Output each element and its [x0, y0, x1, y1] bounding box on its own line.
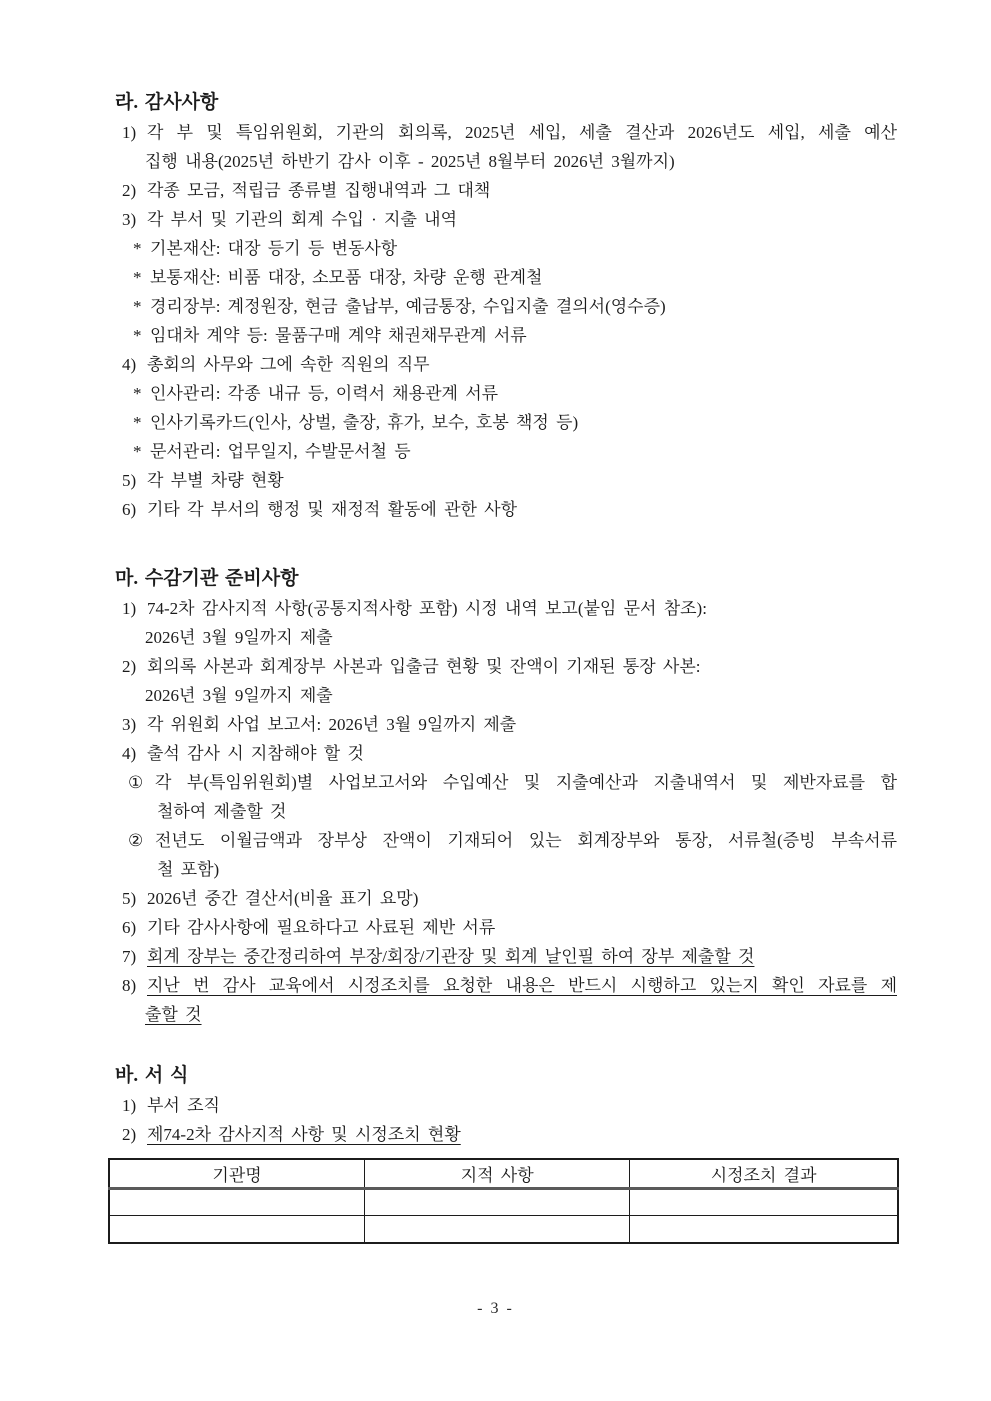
list-item — [115, 292, 897, 321]
table-cell — [109, 1216, 365, 1243]
item-text: 인사기록카드(인사, 상벌, 출장, 휴가, 보수, 호봉 책정 등) — [150, 413, 579, 432]
section-heading-ra: 라. 감사사항 — [115, 92, 219, 113]
item-text-underlined: 회계 장부는 중간정리하여 부장/회장/기관장 및 회계 날인필 하여 장부 제출할 것 — [147, 947, 755, 966]
item-text: 2026년 3월 9일까지 제출 — [145, 686, 333, 705]
page-number: - 3 - — [477, 1300, 514, 1317]
item-marker: * — [133, 413, 142, 432]
table-header-institution: 기관명 — [109, 1159, 365, 1189]
item-marker: ② — [128, 831, 144, 850]
list-item — [115, 884, 897, 913]
item-text: 각 위원회 사업 보고서: 2026년 3월 9일까지 제출 — [147, 715, 517, 734]
item-marker: * — [133, 384, 142, 403]
section-audit-items — [115, 88, 897, 524]
item-marker: 1) — [122, 599, 137, 618]
item-text: 부서 조직 — [147, 1096, 220, 1115]
item-marker: 1) — [122, 1096, 137, 1115]
list-item-continuation — [115, 797, 897, 826]
list-item-continuation — [115, 147, 897, 176]
list-item — [115, 379, 897, 408]
item-text: 기타 각 부서의 행정 및 재정적 활동에 관한 사항 — [147, 500, 518, 519]
list-item — [115, 321, 897, 350]
list-item-continuation — [115, 1000, 897, 1029]
item-marker: 5) — [122, 889, 137, 908]
item-text: 각 부서 및 기관의 회계 수입 · 지출 내역 — [147, 210, 457, 229]
list-item — [115, 710, 897, 739]
list-item — [115, 913, 897, 942]
item-text: 인사관리: 각종 내규 등, 이력서 채용관계 서류 — [150, 384, 499, 403]
list-item — [115, 234, 897, 263]
item-text: 각 부(특임위원회)별 사업보고서와 수입예산 및 지출예산과 지출내역서 및 제반자료를 합 — [155, 773, 897, 792]
table-row — [109, 1216, 898, 1243]
list-item — [115, 971, 897, 1000]
section-preparation-items — [115, 564, 897, 1029]
list-item — [115, 437, 897, 466]
section-forms — [115, 1061, 897, 1149]
item-text: 경리장부: 계정원장, 현금 출납부, 예금통장, 수입지출 결의서(영수증) — [150, 297, 666, 316]
item-text: 출석 감사 시 지참해야 할 것 — [147, 744, 364, 763]
list-item-continuation — [115, 623, 897, 652]
item-marker: 4) — [122, 355, 137, 374]
item-text-underlined: 출할 것 — [145, 1005, 202, 1024]
item-text: 총회의 사무와 그에 속한 직원의 직무 — [147, 355, 430, 374]
item-text: 전년도 이월금액과 장부상 잔액이 기재되어 있는 회계장부와 통장, 서류철(증빙 부속서류 — [155, 831, 897, 850]
table-header-issue: 지적 사항 — [365, 1159, 630, 1189]
item-marker: * — [133, 442, 142, 461]
table-header-row — [109, 1159, 898, 1189]
item-text: 기본재산: 대장 등기 등 변동사항 — [150, 239, 398, 258]
item-text: 철하여 제출할 것 — [157, 802, 287, 821]
item-text: 기타 감사사항에 필요하다고 사료된 제반 서류 — [147, 918, 496, 937]
item-marker: 3) — [122, 210, 137, 229]
item-marker: 3) — [122, 715, 137, 734]
table-row — [109, 1189, 898, 1216]
list-item — [115, 466, 897, 495]
item-marker: 5) — [122, 471, 137, 490]
item-marker: 8) — [122, 976, 137, 995]
item-marker: * — [133, 326, 142, 345]
item-text: 74-2차 감사지적 사항(공통지적사항 포함) 시정 내역 보고(붙임 문서 참조): — [147, 599, 707, 618]
item-marker: * — [133, 239, 142, 258]
table-cell — [630, 1216, 898, 1243]
item-marker: * — [133, 268, 142, 287]
table-cell — [630, 1189, 898, 1216]
list-item — [115, 826, 897, 855]
list-item-continuation — [115, 855, 897, 884]
item-marker: * — [133, 297, 142, 316]
item-marker: 7) — [122, 947, 137, 966]
list-item — [115, 118, 897, 147]
item-marker: 2) — [122, 657, 137, 676]
table-cell — [109, 1189, 365, 1216]
list-item — [115, 176, 897, 205]
item-text: 각 부별 차량 현황 — [147, 471, 284, 490]
item-text: 2026년 3월 9일까지 제출 — [145, 628, 333, 647]
table-cell — [365, 1189, 630, 1216]
item-text: 2026년 중간 결산서(비율 표기 요망) — [147, 889, 419, 908]
list-item — [115, 1120, 897, 1149]
section-heading-ma: 마. 수감기관 준비사항 — [115, 568, 299, 589]
item-text: 집행 내용(2025년 하반기 감사 이후 - 2025년 8월부터 2026년 3월까지) — [145, 152, 675, 171]
item-text: 각종 모금, 적립금 종류별 집행내역과 그 대책 — [147, 181, 491, 200]
item-marker: 6) — [122, 918, 137, 937]
list-item — [115, 652, 897, 681]
list-item — [115, 942, 897, 971]
item-text: 문서관리: 업무일지, 수발문서철 등 — [150, 442, 411, 461]
item-marker: ① — [128, 773, 144, 792]
item-marker: 6) — [122, 500, 137, 519]
list-item — [115, 263, 897, 292]
correction-status-table — [108, 1158, 899, 1244]
item-marker: 2) — [122, 1125, 137, 1144]
list-item — [115, 739, 897, 768]
list-item — [115, 1091, 897, 1120]
list-item — [115, 768, 897, 797]
list-item — [115, 495, 897, 524]
table-cell — [365, 1216, 630, 1243]
list-item — [115, 205, 897, 234]
item-text: 보통재산: 비품 대장, 소모품 대장, 차량 운행 관계철 — [150, 268, 543, 287]
section-heading-ba: 바. 서 식 — [115, 1065, 189, 1086]
item-marker: 4) — [122, 744, 137, 763]
list-item — [115, 594, 897, 623]
list-item-continuation — [115, 681, 897, 710]
item-text: 회의록 사본과 회계장부 사본과 입출금 현황 및 잔액이 기재된 통장 사본: — [147, 657, 701, 676]
item-marker: 1) — [122, 123, 137, 142]
list-item — [115, 408, 897, 437]
item-text: 철 포함) — [157, 860, 220, 879]
item-text: 임대차 계약 등: 물품구매 계약 채권채무관계 서류 — [150, 326, 527, 345]
item-marker: 2) — [122, 181, 137, 200]
item-text-underlined: 제74-2차 감사지적 사항 및 시정조치 현황 — [147, 1125, 461, 1144]
list-item — [115, 350, 897, 379]
table-header-correction-result: 시정조치 결과 — [630, 1159, 898, 1189]
item-text-underlined: 지난 번 감사 교육에서 시정조치를 요청한 내용은 반드시 시행하고 있는지 확인 자료를 제 — [147, 976, 897, 995]
item-text: 각 부 및 특임위원회, 기관의 회의록, 2025년 세입, 세출 결산과 2026년도 세입, 세출 예산 — [147, 123, 897, 142]
